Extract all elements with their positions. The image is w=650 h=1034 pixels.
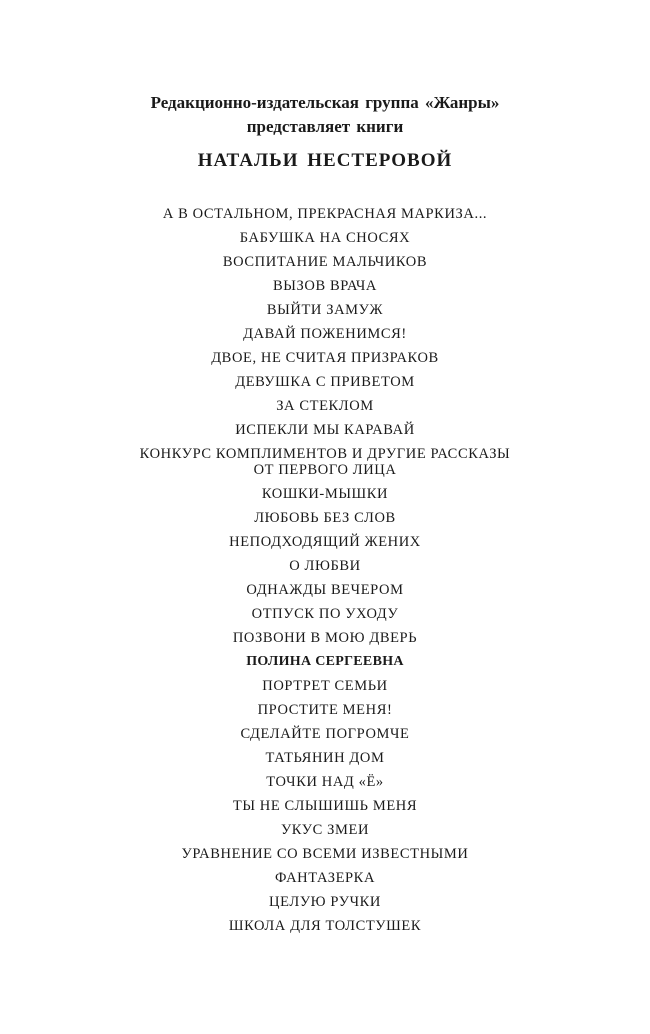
- book-title-line: ПРОСТИТЕ МЕНЯ!: [257, 702, 393, 718]
- book-title-item: [0, 842, 650, 866]
- book-title-item: [0, 274, 650, 298]
- book-title-line: ЛЮБОВЬ БЕЗ СЛОВ: [254, 510, 396, 526]
- book-title-line: ТЫ НЕ СЛЫШИШЬ МЕНЯ: [232, 798, 418, 814]
- book-title-line: ВЫЗОВ ВРАЧА: [273, 278, 377, 294]
- book-title-item: [0, 394, 650, 418]
- book-title-line: А В ОСТАЛЬНОМ, ПРЕКРАСНАЯ МАРКИЗА...: [162, 206, 488, 222]
- book-title-item: [0, 602, 650, 626]
- book-title-item: [0, 370, 650, 394]
- book-title-item: [0, 226, 650, 250]
- book-title-item: [0, 202, 650, 226]
- book-title-item: [0, 866, 650, 890]
- book-title-line: БАБУШКА НА СНОСЯХ: [239, 230, 411, 246]
- book-title-item: [0, 770, 650, 794]
- book-title-line: ДВОЕ, НЕ СЧИТАЯ ПРИЗРАКОВ: [211, 350, 439, 366]
- book-title-line: ТАТЬЯНИН ДОМ: [265, 750, 385, 766]
- book-title-line: ЦЕЛУЮ РУЧКИ: [269, 894, 381, 910]
- book-title-list: [0, 202, 650, 938]
- book-title-item: [0, 578, 650, 602]
- book-title-line: ДАВАЙ ПОЖЕНИМСЯ!: [243, 326, 407, 342]
- book-title-line: О ЛЮБВИ: [289, 558, 361, 574]
- book-title-item: [0, 482, 650, 506]
- book-title-line: УКУС ЗМЕИ: [280, 822, 370, 838]
- book-title-line: ВОСПИТАНИЕ МАЛЬЧИКОВ: [222, 254, 428, 270]
- presents-line: представляет книги: [246, 117, 404, 136]
- book-title-item: [0, 674, 650, 698]
- book-title-item: [0, 818, 650, 842]
- book-title-item: [0, 698, 650, 722]
- book-title-line: ИСПЕКЛИ МЫ КАРАВАЙ: [235, 422, 415, 438]
- book-title-item: [0, 250, 650, 274]
- book-title-line: ОТПУСК ПО УХОДУ: [251, 606, 399, 622]
- book-title-item: [0, 722, 650, 746]
- publisher-line: Редакционно-издательская группа «Жанры»: [150, 93, 500, 112]
- book-title-line: ОДНАЖДЫ ВЕЧЕРОМ: [246, 582, 404, 598]
- book-title-item: [0, 746, 650, 770]
- book-title-item: [0, 506, 650, 530]
- book-title-line: ПОЛИНА СЕРГЕЕВНА: [246, 654, 404, 669]
- book-title-item: [0, 914, 650, 938]
- book-title-line: СДЕЛАЙТЕ ПОГРОМЧЕ: [240, 726, 410, 742]
- book-title-line: ОТ ПЕРВОГО ЛИЦА: [253, 462, 397, 478]
- book-title-item: [0, 298, 650, 322]
- book-title-item: [0, 650, 650, 674]
- author-name: НАТАЛЬИ НЕСТЕРОВОЙ: [197, 150, 453, 171]
- book-title-line: ТОЧКИ НАД «Ё»: [266, 774, 384, 790]
- book-title-item: [0, 322, 650, 346]
- book-title-item: [0, 442, 650, 482]
- book-title-line: ШКОЛА ДЛЯ ТОЛСТУШЕК: [228, 918, 422, 934]
- book-title-line: ЗА СТЕКЛОМ: [276, 398, 374, 414]
- book-title-line: ВЫЙТИ ЗАМУЖ: [266, 302, 384, 318]
- book-title-item: [0, 530, 650, 554]
- book-title-item: [0, 554, 650, 578]
- book-title-item: [0, 794, 650, 818]
- book-title-line: УРАВНЕНИЕ СО ВСЕМИ ИЗВЕСТНЫМИ: [181, 846, 469, 862]
- book-title-line: КОШКИ-МЫШКИ: [261, 486, 389, 502]
- book-title-item: [0, 890, 650, 914]
- book-title-item: [0, 626, 650, 650]
- book-title-line: КОНКУРС КОМПЛИМЕНТОВ И ДРУГИЕ РАССКАЗЫ: [139, 446, 511, 462]
- book-title-line: ДЕВУШКА С ПРИВЕТОМ: [235, 374, 415, 390]
- book-title-line: ПОЗВОНИ В МОЮ ДВЕРЬ: [232, 630, 418, 646]
- book-title-line: ПОРТРЕТ СЕМЬИ: [262, 678, 388, 694]
- book-title-item: [0, 418, 650, 442]
- book-title-line: НЕПОДХОДЯЩИЙ ЖЕНИХ: [229, 534, 421, 550]
- book-title-item: [0, 346, 650, 370]
- book-title-line: ФАНТАЗЕРКА: [274, 870, 376, 886]
